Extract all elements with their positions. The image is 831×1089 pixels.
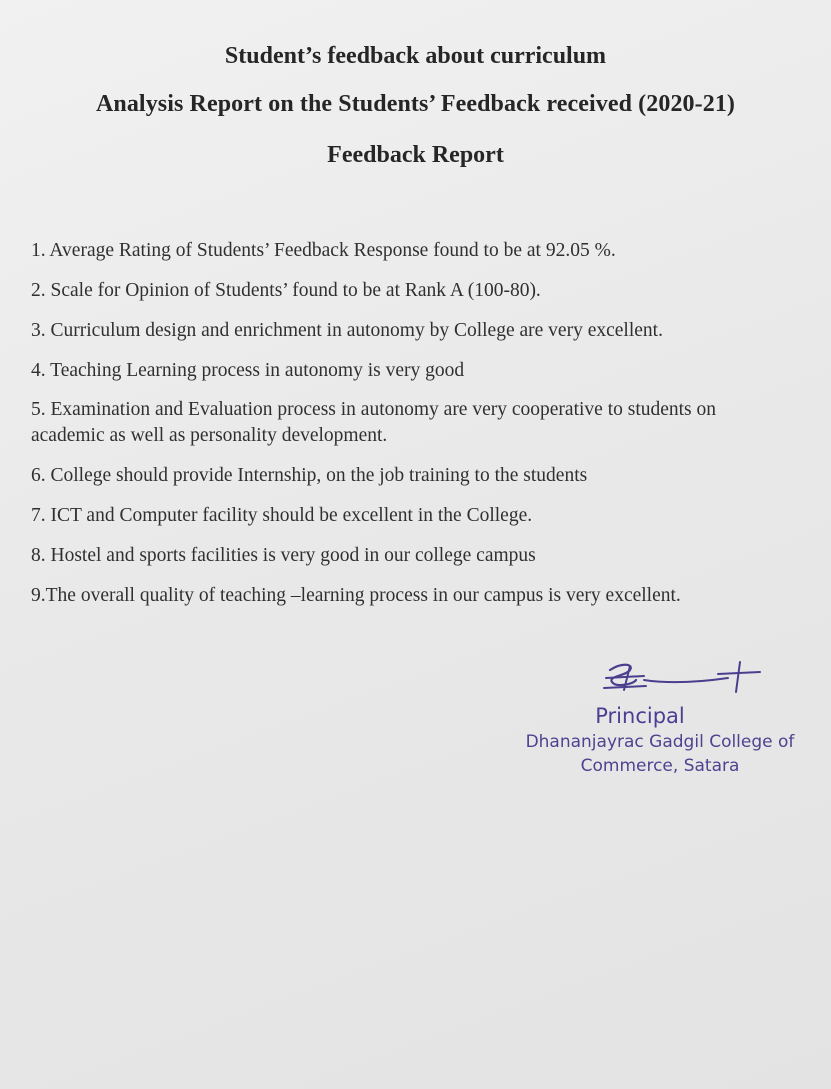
report-label: Feedback Report <box>327 142 504 168</box>
stamp-title: Principal <box>595 704 685 728</box>
stamp-location-line: Commerce, Satara <box>580 756 740 776</box>
stamp-college-line: Dhananjayrac Gadgil College of <box>525 732 795 752</box>
principal-stamp <box>500 702 820 778</box>
feedback-item: 2. Scale for Opinion of Students’ found to be at Rank A (100-80). <box>31 280 541 301</box>
document-title: Student’s feedback about curriculum <box>224 43 607 69</box>
document-subtitle: Analysis Report on the Students’ Feedback received (2020-21) <box>95 91 736 117</box>
feedback-item: 3. Curriculum design and enrichment in autonomy by College are very excellent. <box>31 320 663 341</box>
feedback-item: 1. Average Rating of Students’ Feedback Response found to be at 92.05 %. <box>31 240 616 261</box>
feedback-item: 9.The overall quality of teaching –learning process in our campus is very excellent. <box>31 585 681 606</box>
signature-icon <box>600 656 770 698</box>
feedback-list <box>31 237 811 622</box>
feedback-item: 7. ICT and Computer facility should be excellent in the College. <box>31 505 533 526</box>
feedback-item: 6. College should provide Internship, on the job training to the students <box>31 465 588 486</box>
feedback-item: 5. Examination and Evaluation process in autonomy are very cooperative to students on academic as well as personality development. <box>31 399 717 446</box>
feedback-item: 8. Hostel and sports facilities is very good in our college campus <box>31 545 536 566</box>
feedback-item: 4. Teaching Learning process in autonomy is very good <box>31 360 465 381</box>
